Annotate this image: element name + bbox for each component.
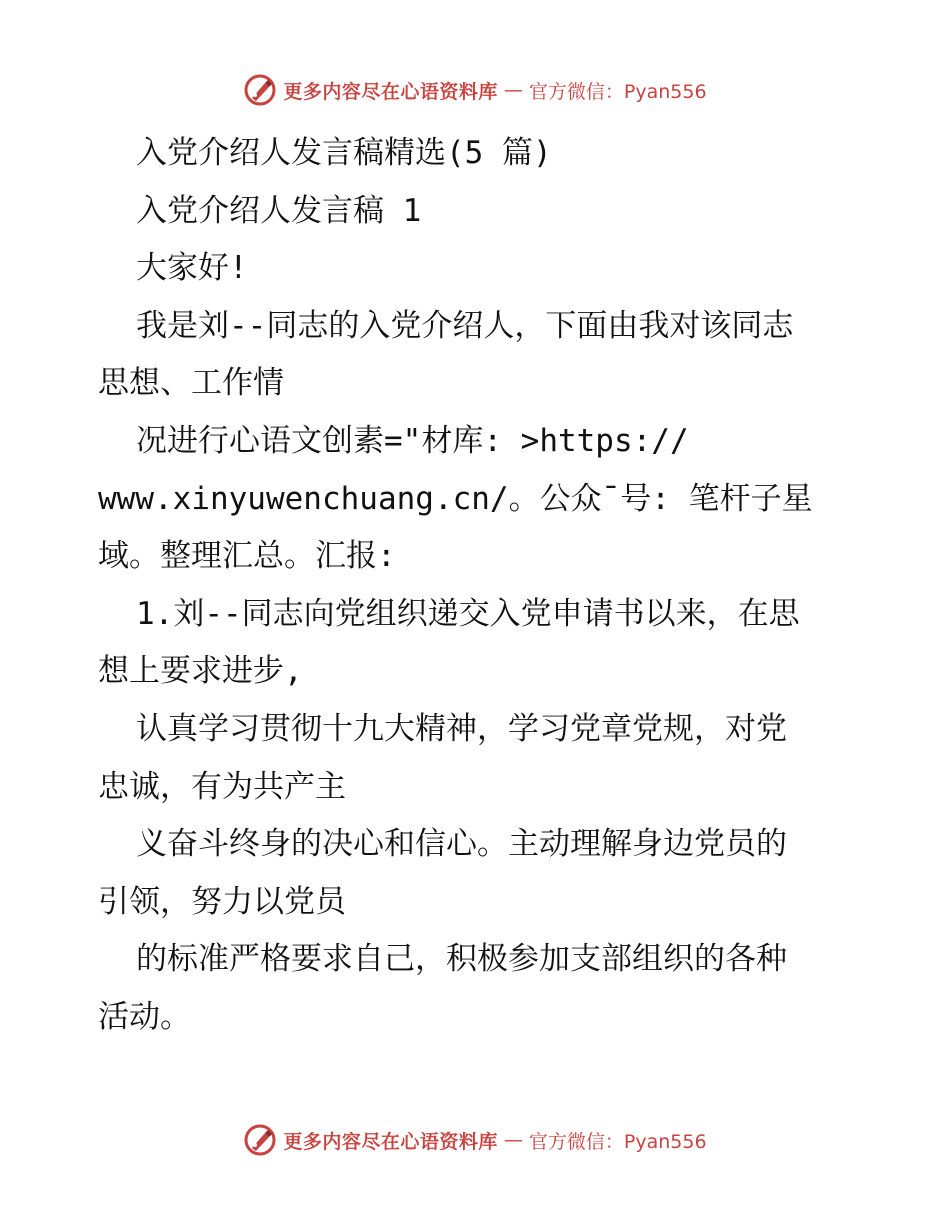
pen-logo-icon	[243, 73, 277, 107]
banner-main-text: 更多内容尽在心语资料库	[283, 80, 498, 103]
banner-wechat-text: 官方微信：Pyan556	[528, 80, 707, 103]
body-line: 思想、工作情	[98, 365, 284, 402]
document-body	[98, 125, 858, 1047]
section-heading: 入党介绍人发言稿 1	[136, 192, 422, 229]
body-line: 引领，努力以党员	[98, 883, 346, 920]
banner-dash: —	[503, 79, 523, 101]
banner-main-text: 更多内容尽在心语资料库	[283, 1130, 498, 1153]
footer-banner	[0, 1120, 950, 1160]
banner-dash: —	[503, 1129, 523, 1151]
pen-logo-icon	[243, 1123, 277, 1157]
header-banner	[0, 70, 950, 110]
body-line: 义奋斗终身的决心和信心。主动理解身边党员的	[136, 826, 787, 863]
banner-wechat-text: 官方微信：Pyan556	[528, 1130, 707, 1153]
body-line: 域。整理汇总。汇报:	[98, 538, 396, 575]
body-line: 认真学习贯彻十九大精神，学习党章党规，对党	[136, 710, 787, 747]
body-line: 的标准严格要求自己，积极参加支部组织的各种	[136, 941, 787, 978]
body-line: www.xinyuwenchuang.cn/。公众¯号: 笔杆子星	[98, 480, 813, 517]
body-line: 忠诚，有为共产主	[98, 768, 346, 805]
document-title: 入党介绍人发言稿精选(5 篇)	[136, 135, 552, 171]
body-line: 我是刘--同志的入党介绍人，下面由我对该同志	[136, 307, 794, 344]
body-line: 想上要求进步,	[98, 653, 303, 690]
body-line: 活动。	[98, 998, 191, 1035]
body-line: 1.刘--同志向党组织递交入党申请书以来，在思	[136, 595, 800, 632]
greeting-line: 大家好!	[136, 250, 248, 287]
body-line: 况进行心语文创素="材库: >https://	[136, 422, 689, 459]
